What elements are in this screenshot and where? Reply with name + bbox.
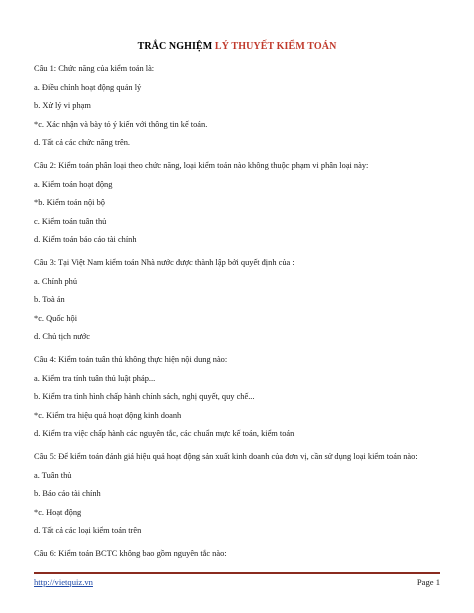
answer-option: d. Chủ tịch nước: [34, 332, 90, 341]
question-text: Câu 2: Kiểm toán phân loại theo chức năng, loại kiểm toán nào không thuộc phạm vi phân loại này:: [34, 161, 369, 170]
answer-option: d. Tất cả các loại kiểm toán trên: [34, 526, 142, 535]
question-3: [34, 257, 444, 342]
answer-option-correct: *b. Kiểm toán nội bộ: [34, 198, 105, 207]
page-title: [0, 41, 474, 52]
title-prefix: TRẮC NGHIỆM: [137, 41, 215, 52]
question-text: Câu 5: Để kiểm toán đánh giá hiệu quả hoạt động sản xuất kinh doanh của đơn vị, cần sử dụng loại kiểm toán nào:: [34, 452, 418, 461]
footer-row: [34, 577, 440, 587]
question-text: Câu 6: Kiểm toán BCTC không bao gồm nguyên tắc nào:: [34, 549, 227, 558]
answer-option: b. Xử lý vi phạm: [34, 101, 91, 110]
website-link[interactable]: http://vietquiz.vn: [34, 577, 93, 587]
answer-option: c. Kiểm toán tuân thủ: [34, 216, 107, 226]
answer-option: a. Kiểm tra tính tuân thủ luật pháp...: [34, 373, 156, 383]
answer-option: d. Kiểm toán báo cáo tài chính: [34, 235, 137, 244]
footer-divider: [34, 572, 440, 574]
answer-option-correct: *c. Quốc hội: [34, 313, 78, 323]
answer-option: a. Điều chỉnh hoạt động quản lý: [34, 82, 142, 92]
answer-option: d. Kiểm tra việc chấp hành các nguyên tắc, các chuẩn mực kế toán, kiểm toán: [34, 429, 295, 438]
question-text: Câu 4: Kiểm toán tuân thủ không thực hiện nội dung nào:: [34, 355, 228, 364]
question-text: Câu 1: Chức năng của kiểm toán là:: [34, 64, 155, 73]
answer-option-correct: *c. Hoạt động: [34, 507, 82, 517]
question-5: [34, 451, 444, 536]
page-number: Page 1: [416, 577, 440, 587]
answer-option-correct: *c. Xác nhận và bày tỏ ý kiến với thông tin kế toán.: [34, 119, 208, 129]
answer-option: b. Kiểm tra tình hình chấp hành chính sách, nghị quyết, quy chế...: [34, 392, 255, 401]
answer-option: b. Toà án: [34, 295, 65, 304]
answer-option: a. Kiểm toán hoạt động: [34, 179, 113, 189]
question-4: [34, 354, 444, 439]
answer-option: b. Báo cáo tài chính: [34, 489, 101, 498]
question-6: [34, 548, 444, 559]
question-text: Câu 3: Tại Việt Nam kiểm toán Nhà nước được thành lập bởi quyết định của :: [34, 258, 295, 267]
answer-option: a. Chính phủ: [34, 276, 78, 286]
answer-option: d. Tất cả các chức năng trên.: [34, 138, 130, 147]
page-footer: [34, 572, 440, 587]
answer-option-correct: *c. Kiểm tra hiệu quả hoạt động kinh doanh: [34, 410, 182, 420]
question-1: [34, 63, 444, 148]
question-list: [34, 63, 444, 571]
question-2: [34, 160, 444, 245]
answer-option: a. Tuân thủ: [34, 470, 72, 480]
title-highlight: LÝ THUYẾT KIỂM TOÁN: [214, 41, 337, 52]
